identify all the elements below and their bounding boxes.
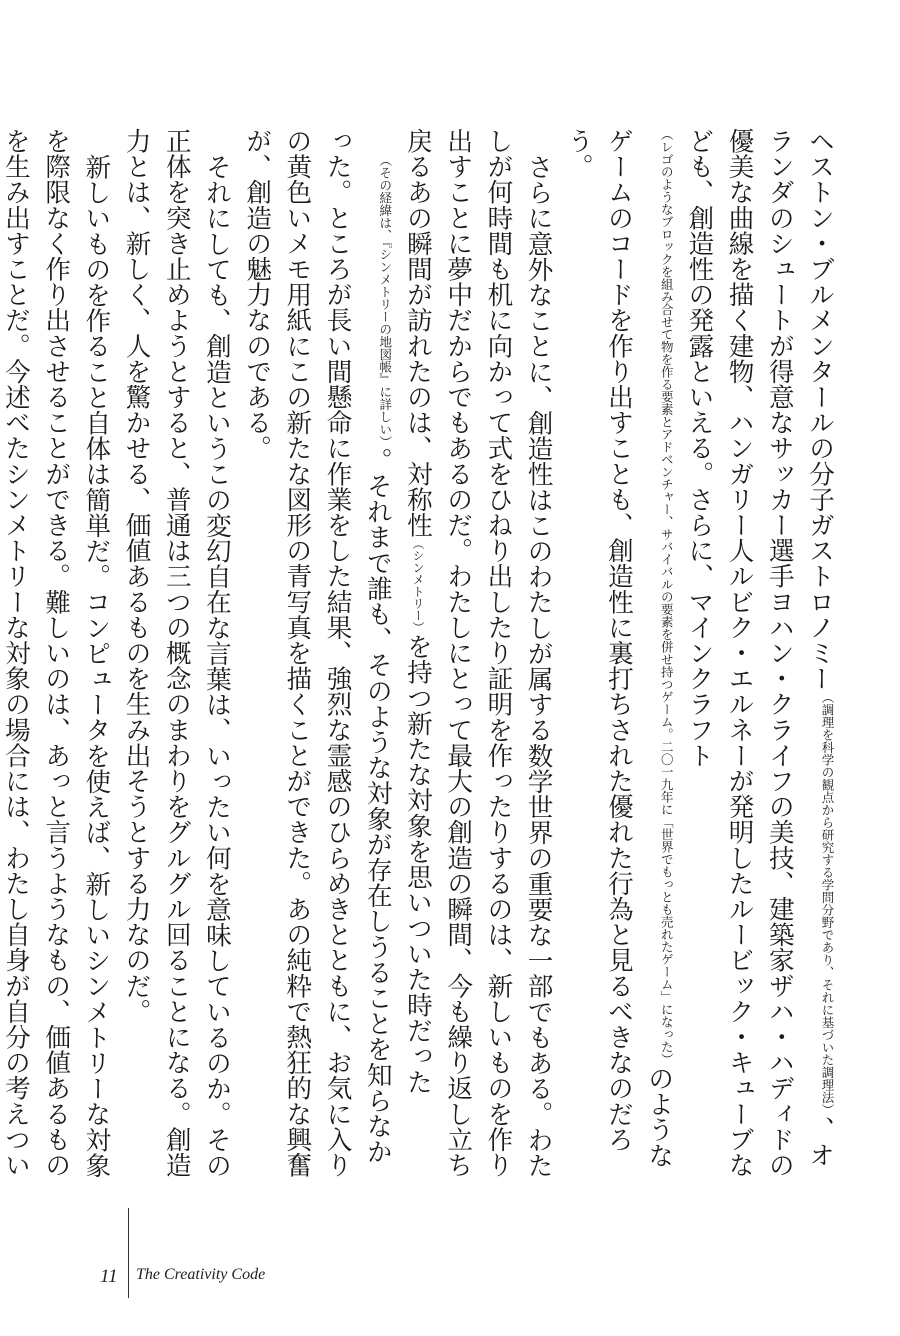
text-run: のようなゲームのコードを作り出すことも、創造性に裏打ちされた優れた行為と見るべきなのだろう。 <box>563 128 675 1168</box>
text-run: 、オランダのシュートが得意なサッカー選手ヨハン・クライフの美技、建築家ザハ・ハディドの優美な曲線を描く建物、ハンガリー人ルビク・エルネーが発明したルービック・キューブなども、創造性の発露といえる。さらに、マインクラフト <box>684 128 835 1178</box>
annotation-note: （調理を科学の観点から研究する学問分野であり、それに基づいた調理法） <box>820 691 835 1117</box>
text-run: 新しいものを作ること自体は簡単だ。コンピュータを使えば、新しいシンメトリーな対象を際限なく作り出させることができる。難しいのは、あっと言うようなもの、価値あるものを生み出すことだ。今述べたシンメトリーな対象の場合には、わたし自身が自分の考えつい <box>0 128 112 1178</box>
paragraph <box>237 128 559 1188</box>
annotation-note: （その経緯は、『シンメトリーの地図帳』に詳しい） <box>377 153 393 448</box>
paragraph <box>559 128 840 1188</box>
ruby-gloss: （シンメトリー） <box>410 537 425 634</box>
text-run: を持つ新たな対象を思いついた時だった <box>402 633 433 1095</box>
text-run: 。それまで誰も、そのような対象が存在しうることを知らなかった。ところが長い間懸命に作業をした結果、強烈な霊感のひらめきとともに、お気に入りの黄色いメモ用紙にこの新たな図形の青写真を描くことができた。あの純粋で熱狂的な興奮が、創造の魅力なのである。 <box>242 128 393 1178</box>
paragraph <box>116 128 237 1188</box>
paragraph <box>0 128 116 1188</box>
text-run: それにしても、創造というこの変幻自在な言葉は、いったい何を意味しているのか。その正体を突き止めようとすると、普通は三つの概念のまわりをグルグル回ることになる。創造力とは、新しく、人を驚かせる、価値あるものを生み出そうとする力なのだ。 <box>121 128 232 1178</box>
body-text <box>0 128 840 1188</box>
footer-divider <box>128 1208 129 1298</box>
text-run: ヘストン・ブルメンタールの分子ガストロノミー <box>805 128 835 692</box>
annotation-note: （レゴのようなブロックを組み合せて物を作る要素とアドベンチャー、サバイバルの要素を併せ持つゲーム。二〇一九年に「世界でもっとも売れたゲーム」になった） <box>659 128 675 1066</box>
page-number: 11 <box>100 1266 118 1287</box>
text-run: さらに意外なことに、創造性はこのわたしが属する数学世界の重要な一部でもある。わたしが何時間も机に向かって式をひねり出したり証明を作ったりするのは、新しいものを作り出すことに夢中だからでもあるのだ。わたしにとって最大の創造の瞬間、今も繰り返し立ち戻るあの瞬間が訪れたのは、対称性 <box>402 128 554 1178</box>
running-title: The Creativity Code <box>136 1266 266 1283</box>
